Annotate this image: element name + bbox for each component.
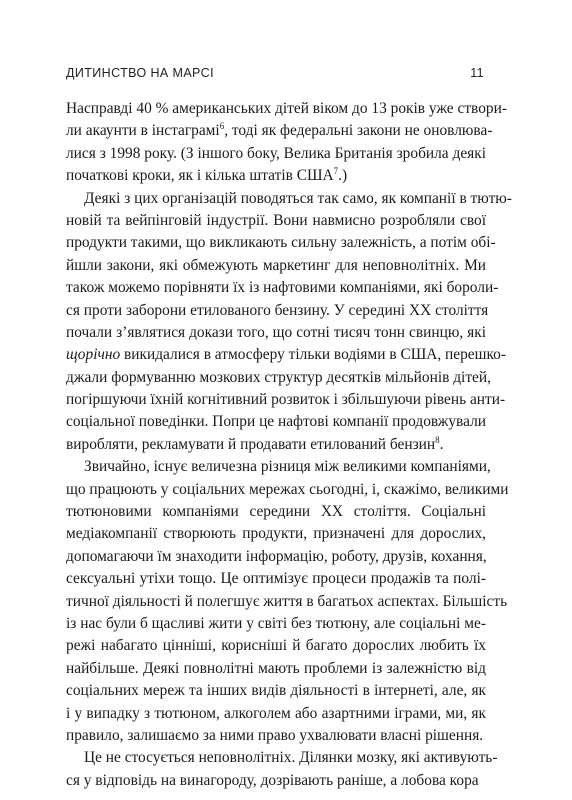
text-line — [66, 456, 491, 478]
line-text: допомагаючи їм знаходити інформацію, роботу, друзів, кохання, — [66, 547, 487, 565]
text-line — [66, 120, 493, 142]
text-line — [66, 523, 486, 545]
line-text: продукти такими, що викликають сильну залежність, а потім обі- — [66, 234, 496, 252]
text-line — [66, 725, 486, 747]
line-text: тичної діяльності й полегшує життя в багатьох аспектах. Більшість — [66, 592, 508, 610]
text-line — [66, 367, 491, 389]
line-text: найбільше. Деякі повнолітні мають проблеми із залежністю від — [66, 659, 486, 677]
line-text: Це не стосується неповнолітніх. Ділянки мозку, які активують- — [84, 749, 498, 767]
paragraph — [66, 747, 498, 792]
line-text: правило, залишаємо за ними право ухвалювати власні рішення. — [66, 726, 484, 744]
body-text — [66, 98, 512, 792]
text-line — [66, 635, 486, 657]
line-text: Звичайно, існує величезна різниця між великими компаніями, — [84, 458, 491, 476]
line-text: виробляти, рекламувати й продавати етилований бензин — [66, 435, 436, 453]
footnote-ref[interactable]: 7 — [333, 166, 339, 177]
line-text: Насправді 40 % американських дітей віком до 13 років уже створи- — [66, 100, 507, 117]
emphasis-text: щорічно — [66, 346, 121, 364]
text-line — [66, 165, 486, 187]
text-line — [66, 98, 507, 120]
text-line — [66, 411, 486, 433]
line-text: і у випадку з тютюном, алкоголем або азартними іграми, ми, як — [66, 704, 486, 722]
line-text: ся у відповідь на винагороду, дозрівають раніше, а лобова кора — [66, 771, 479, 789]
text-line — [66, 277, 499, 299]
line-text-after: викидалися в атмосферу тільки водіями в США, перешко- — [120, 346, 507, 364]
text-line — [66, 300, 489, 322]
paragraph — [66, 188, 512, 457]
text-line — [66, 143, 486, 165]
text-line — [66, 747, 498, 769]
text-line — [66, 434, 486, 456]
paragraph — [66, 456, 509, 747]
text-line — [66, 501, 486, 523]
line-text: режі набагато цінніші, корисніші й багато дорослих любить їх — [66, 637, 486, 655]
text-line — [66, 188, 512, 210]
text-line — [66, 344, 507, 366]
line-text: також можемо порівняти їх із нафтовими компаніями, які бороли- — [66, 279, 499, 297]
line-text: початкові кроки, як і кілька штатів США — [66, 167, 334, 185]
line-text: лися з 1998 року. (З іншого боку, Велика Британія зробила деякі — [66, 144, 486, 162]
line-text: новій та вейпінговій індустрії. Вони навмисно розробляли свої — [66, 211, 486, 229]
line-text: тютюновими компаніями середини XX століття. Соціальні — [66, 503, 486, 521]
chapter-title: ДИТИНСТВО НА МАРСІ — [66, 66, 214, 80]
text-line — [66, 703, 486, 725]
text-line — [66, 255, 486, 277]
line-text: ли акаунти в інстаграмі — [66, 122, 220, 140]
text-line — [66, 613, 486, 635]
text-line — [66, 232, 496, 254]
line-text: почали з’являтися докази того, що сотні тисяч тонн свинцю, які — [66, 323, 486, 341]
line-text: йшли закони, які обмежують маркетинг для неповнолітніх. Ми — [66, 256, 486, 274]
line-text: соціальних мереж та інших видів діяльності в інтернеті, але, як — [66, 682, 486, 700]
running-header — [66, 66, 484, 82]
line-text-after: , тоді як федеральні закони не оновлюва- — [224, 122, 493, 140]
line-text-after: . — [439, 435, 444, 453]
line-text: сексуальні утіхи тощо. Це оптимізує процеси продажів та полі- — [66, 570, 486, 588]
paragraph — [66, 98, 507, 188]
line-text: соціальної поведінки. Попри це нафтові компанії продовжували — [66, 413, 486, 431]
text-line — [66, 389, 506, 411]
text-line — [66, 568, 486, 590]
line-text: медіакомпанії створюють продукти, призначені для дорослих, — [66, 525, 486, 543]
line-text: Деякі з цих організацій поводяться так само, як компанії в тютю- — [84, 189, 512, 207]
line-text: ся проти заборони етилованого бензину. У середині XX століття — [66, 301, 489, 319]
line-text-after: .) — [338, 167, 348, 185]
text-line — [66, 770, 486, 792]
text-line — [66, 546, 486, 568]
text-line — [66, 210, 486, 232]
line-text: із нас були б щасливі жити у світі без тютюну, але соціальні ме- — [66, 614, 486, 632]
line-text: що працюють у соціальних мережах сьогодні, і, скажімо, великими — [66, 480, 509, 498]
page-number: 11 — [470, 66, 484, 80]
text-line — [66, 680, 486, 702]
text-line — [66, 591, 508, 613]
line-text: джали формуванню мозкових структур десятків мільйонів дітей, — [66, 368, 491, 386]
text-line — [66, 658, 486, 680]
footnote-ref[interactable]: 6 — [219, 121, 225, 132]
line-text: погіршуючи їхній когнітивний розвиток і збільшуючи рівень анти- — [66, 391, 506, 409]
text-line — [66, 479, 509, 501]
footnote-ref[interactable]: 8 — [435, 434, 440, 445]
text-line — [66, 322, 486, 344]
